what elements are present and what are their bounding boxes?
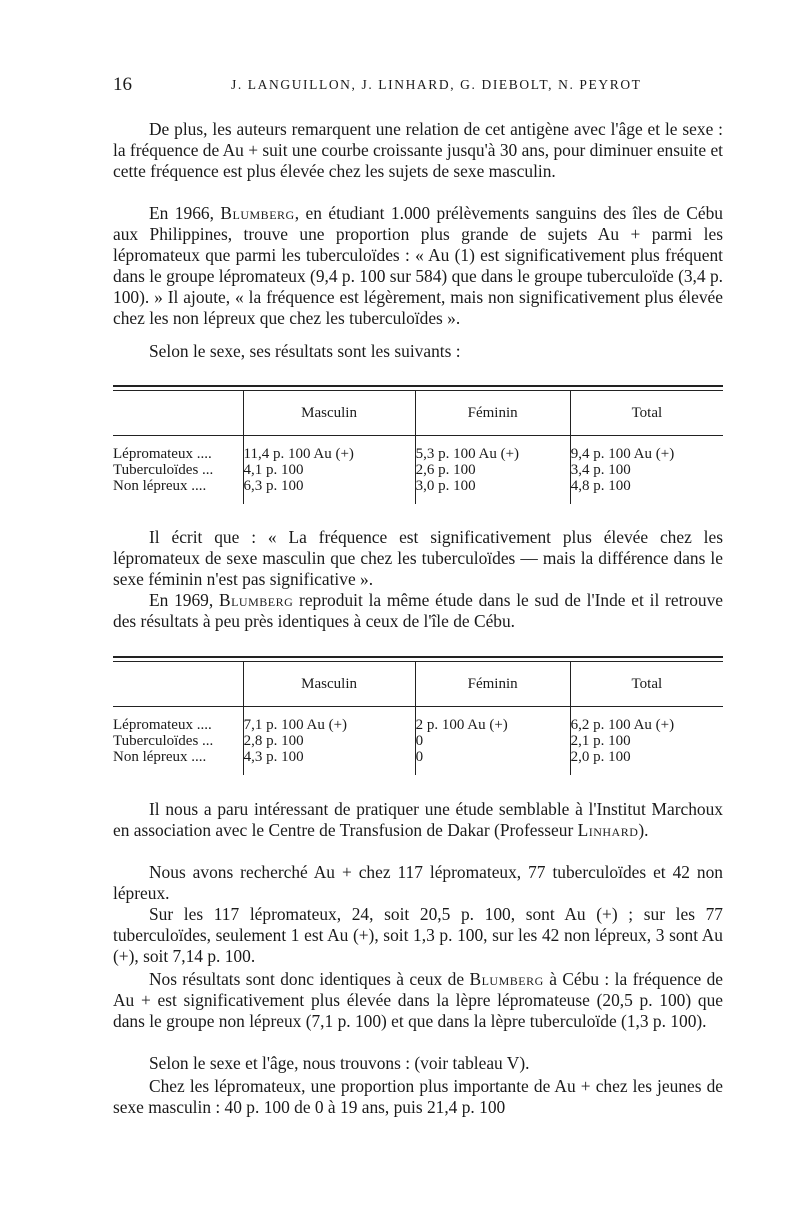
author-line: J. LANGUILLON, J. LINHARD, G. DIEBOLT, N. PEYROT [231,77,642,92]
author-name-blumberg: Blumberg [219,590,294,610]
paragraph-5-text-a: En 1969, [149,590,219,610]
paragraph-2-text-a: En 1966, [149,203,221,223]
cell-feminin: 3,0 p. 100 [415,478,570,504]
paragraph-9 [113,969,723,1032]
table-row [113,749,723,775]
table-2 [113,662,723,775]
cell-total: 6,2 p. 100 Au (+) [570,707,723,734]
page-number: 16 [113,74,132,95]
row-label: Non lépreux .... [113,749,207,765]
table-2-header-feminin: Féminin [415,662,570,707]
cell-total: 2,0 p. 100 [570,749,723,775]
paragraph-6 [113,799,723,841]
table-row [113,733,723,749]
paragraph-11: Chez les lépromateux, une proportion plus importante de Au + chez les jeunes de sexe masculin : 40 p. 100 de 0 à 19 ans, puis 21,4 p. 100 [113,1076,723,1117]
paragraph-7: Nous avons recherché Au + chez 117 lépromateux, 77 tuberculoïdes et 42 non lépreux. [113,862,723,903]
table-1-corner-cell [113,391,243,436]
row-label: Tuberculoïdes ... [113,462,214,478]
row-label: Tuberculoïdes ... [113,733,214,749]
row-label: Lépromateux .... [113,717,212,733]
cell-masculin: 11,4 p. 100 Au (+) [243,436,415,463]
cell-masculin: 4,1 p. 100 [243,462,415,478]
cell-total: 2,1 p. 100 [570,733,723,749]
table-1 [113,391,723,504]
cell-masculin: 4,3 p. 100 [243,749,415,775]
paragraph-6-text-b: ). [638,820,649,840]
cell-feminin: 0 [415,733,570,749]
cell-total: 3,4 p. 100 [570,462,723,478]
cell-feminin: 2 p. 100 Au (+) [415,707,570,734]
paragraph-3: Selon le sexe, ses résultats sont les suivants : [149,341,461,361]
row-label: Non lépreux .... [113,478,207,494]
cell-masculin: 2,8 p. 100 [243,733,415,749]
paragraph-4: Il écrit que : « La fréquence est significativement plus élevée chez les lépromateux de sexe masculin que chez les tuberculoïdes — mais la différence dans le sexe féminin n'est pas significative ». [113,527,723,589]
table-2-top-rule [113,656,723,658]
paragraph-9-text-a: Nos résultats sont donc identiques à ceux de [149,969,470,989]
table-row [113,707,723,734]
author-name-blumberg: Blumberg [220,203,295,223]
table-1-header-total: Total [570,391,723,436]
table-1-top-rule [113,385,723,387]
author-name-blumberg: Blumberg [469,969,544,989]
paragraph-6-text-a: Il nous a paru intéressant de pratiquer une étude semblable à l'Institut Marchoux en association avec le Centre de Transfusion de Dakar (Professeur [113,799,723,840]
paragraph-9-text-b: à Cébu : la fréquence de Au + est significativement plus élevée dans la lèpre lépromateuse (20,5 p. 100) que dans le groupe non lépreux (7,1 p. 100) et que dans la lèpre tuberculoïde (1,3 p. 100). [113,969,724,1031]
table-2-header-total: Total [570,662,723,707]
cell-total: 9,4 p. 100 Au (+) [570,436,723,463]
cell-masculin: 6,3 p. 100 [243,478,415,504]
paragraph-1: De plus, les auteurs remarquent une relation de cet antigène avec l'âge et le sexe : la fréquence de Au + suit une courbe croissante jusqu'à 30 ans, pour diminuer ensuite et cette fréquence est plus élevée chez les sujets de sexe masculin. [113,119,723,181]
cell-feminin: 2,6 p. 100 [415,462,570,478]
cell-masculin: 7,1 p. 100 Au (+) [243,707,415,734]
cell-feminin: 5,3 p. 100 Au (+) [415,436,570,463]
table-row [113,462,723,478]
cell-feminin: 0 [415,749,570,775]
table-row [113,436,723,463]
running-header [113,74,723,98]
table-1-header-row [113,391,723,436]
table-1-header-feminin: Féminin [415,391,570,436]
table-2-header-masculin: Masculin [243,662,415,707]
table-row [113,478,723,504]
paragraph-5 [113,590,723,632]
table-2-header-row [113,662,723,707]
paragraph-2 [113,203,723,329]
paragraph-2-text-b: , en étudiant 1.000 prélèvements sanguins des îles de Cébu aux Philippines, trouve une proportion plus grande de sujets Au + parmi les lépromateux que parmi les tuberculoïdes : « Au (1) est significativement plus fréquent dans le groupe lépromateux (9,4 p. 100 sur 584) que dans le groupe tuberculoïde (3,4 p. 100). » Il ajoute, « la fréquence est légèrement, mais non significativement plus élevée chez les non lépreux que chez les tuberculoïdes ». [113,203,723,328]
table-1-header-masculin: Masculin [243,391,415,436]
cell-total: 4,8 p. 100 [570,478,723,504]
table-2-corner-cell [113,662,243,707]
paragraph-10: Selon le sexe et l'âge, nous trouvons : (voir tableau V). [149,1053,530,1073]
paragraph-8: Sur les 117 lépromateux, 24, soit 20,5 p. 100, sont Au (+) ; sur les 77 tuberculoïdes, seulement 1 est Au (+), soit 1,3 p. 100, sur les 42 non lépreux, 3 sont Au (+), soit 7,14 p. 100. [113,904,723,966]
author-name-linhard: Linhard [577,820,639,840]
row-label: Lépromateux .... [113,446,212,462]
paragraph-5-text-b: reproduit la même étude dans le sud de l'Inde et il retrouve des résultats à peu près identiques à ceux de l'île de Cébu. [113,590,723,631]
